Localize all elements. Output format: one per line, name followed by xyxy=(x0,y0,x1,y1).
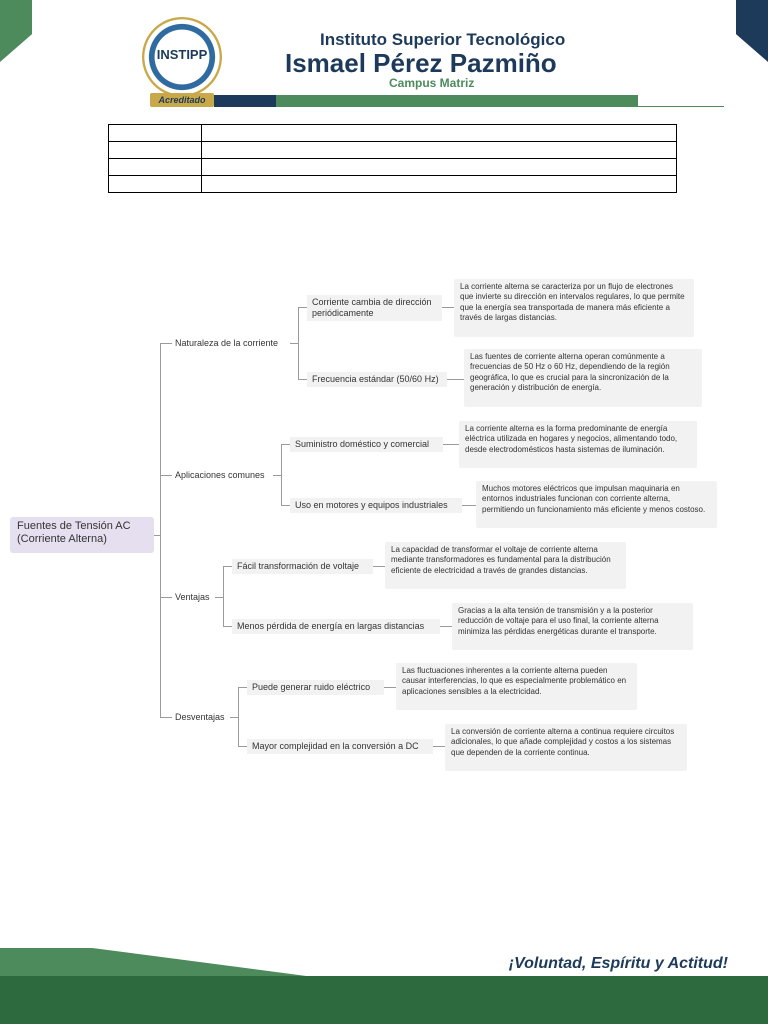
connector-line xyxy=(440,626,452,627)
table-cell xyxy=(109,176,202,193)
connector-line xyxy=(281,444,282,506)
connector-line xyxy=(238,687,239,747)
accreditation-ribbon: Acreditado xyxy=(150,93,214,107)
table-row xyxy=(109,142,677,159)
connector-line xyxy=(160,343,161,718)
mindmap-root-node: Fuentes de Tensión AC (Corriente Alterna) xyxy=(10,517,154,553)
branch-aplicaciones: Aplicaciones comunes xyxy=(175,470,265,480)
branch-ventajas: Ventajas xyxy=(175,592,210,602)
branch-desventajas: Desventajas xyxy=(175,712,225,722)
connector-line xyxy=(160,717,172,718)
table-row xyxy=(109,176,677,193)
table-cell xyxy=(109,142,202,159)
detail-frecuencia: Las fuentes de corriente alterna operan comúnmente a frecuencias de 50 Hz o 60 Hz, dependiendo de la región geográfica, lo que es crucial para la sincronización de la generación y distribución de energía. xyxy=(464,349,702,407)
institute-name-line1: Instituto Superior Tecnológico xyxy=(320,30,566,49)
footer-slogan: ¡Voluntad, Espíritu y Actitud! xyxy=(508,955,728,972)
table-cell xyxy=(202,142,677,159)
campus-name: Campus Matriz xyxy=(389,76,475,90)
connector-line xyxy=(373,566,385,567)
connector-line xyxy=(298,307,299,380)
table-cell xyxy=(109,159,202,176)
detail-conversion: La conversión de corriente alterna a continua requiere circuitos adicionales, lo que añade complejidad y costos a los sistemas que dependen de la corriente continua. xyxy=(445,724,687,771)
table-cell xyxy=(109,125,202,142)
connector-line xyxy=(443,444,459,445)
subbranch-transformacion: Fácil transformación de voltaje xyxy=(232,559,373,574)
table-cell xyxy=(202,159,677,176)
detail-transformacion: La capacidad de transformar el voltaje de corriente alterna mediante transformadores es fundamental para la distribución eficiente de electricidad a través de grandes distancias. xyxy=(385,542,626,589)
table-row xyxy=(109,125,677,142)
connector-line xyxy=(160,343,172,344)
connector-line xyxy=(462,505,476,506)
header-bar-green xyxy=(276,95,638,107)
corner-decoration-right xyxy=(736,0,768,62)
subbranch-suministro: Suministro doméstico y comercial xyxy=(290,437,443,452)
header-info-table xyxy=(108,124,677,193)
detail-suministro: La corriente alterna es la forma predominante de energía eléctrica utilizada en hogares y negocios, alimentando todo, desde electrodomésticos hasta sistemas de iluminación. xyxy=(459,421,697,468)
subbranch-conversion: Mayor complejidad en la conversión a DC xyxy=(247,739,433,754)
header-bar-navy xyxy=(214,95,276,107)
table-cell xyxy=(202,176,677,193)
subbranch-perdida: Menos pérdida de energía en largas distancias xyxy=(232,619,440,634)
connector-line xyxy=(447,379,464,380)
table-cell xyxy=(202,125,677,142)
corner-decoration-left xyxy=(0,0,32,62)
seal-text: INSTIPP xyxy=(156,47,208,62)
connector-line xyxy=(160,597,172,598)
connector-line xyxy=(223,566,224,627)
footer-band-dark xyxy=(0,976,768,1024)
subbranch-motores: Uso en motores y equipos industriales xyxy=(290,498,462,513)
subbranch-frecuencia: Frecuencia estándar (50/60 Hz) xyxy=(307,372,447,387)
table-row xyxy=(109,159,677,176)
detail-direccion: La corriente alterna se caracteriza por un flujo de electrones que invierte su dirección en intervalos regulares, lo que permite que la energía sea transportada de manera más eficiente a través de largas distancias. xyxy=(454,279,694,337)
connector-line xyxy=(433,746,445,747)
connector-line xyxy=(384,687,396,688)
header-rule xyxy=(638,106,724,107)
subbranch-ruido: Puede generar ruido eléctrico xyxy=(247,680,384,695)
connector-line xyxy=(442,307,454,308)
institute-name-line2: Ismael Pérez Pazmiño xyxy=(285,48,557,78)
detail-motores: Muchos motores eléctricos que impulsan maquinaria en entornos industriales funcionan con corriente alterna, permitiendo un funcionamiento más eficiente y menos costoso. xyxy=(476,481,717,528)
detail-ruido: Las fluctuaciones inherentes a la corriente alterna pueden causar interferencias, lo que es especialmente problemático en aplicaciones sensibles a la electricidad. xyxy=(396,663,637,710)
subbranch-direccion: Corriente cambia de dirección periódicamente xyxy=(307,295,442,321)
connector-line xyxy=(160,475,172,476)
detail-perdida: Gracias a la alta tensión de transmisión y a la posterior reducción de voltaje para el uso final, la corriente alterna minimiza las pérdidas energéticas durante el transporte. xyxy=(452,603,693,650)
branch-naturaleza: Naturaleza de la corriente xyxy=(175,338,279,348)
